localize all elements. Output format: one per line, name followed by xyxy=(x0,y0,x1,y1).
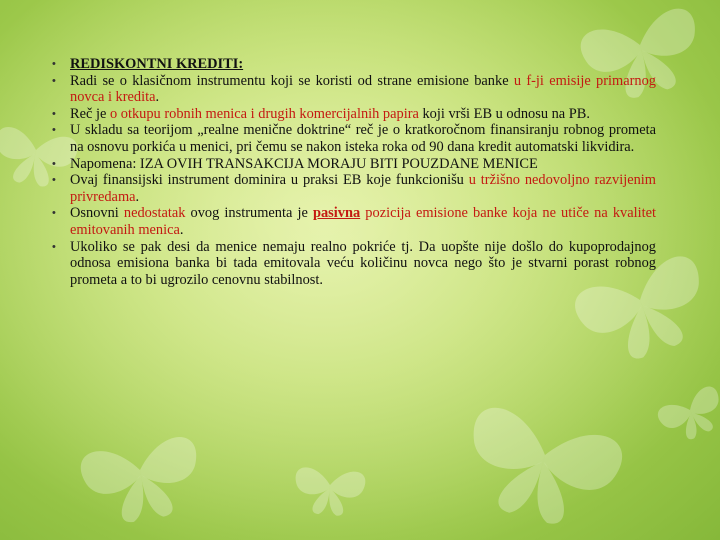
bullet-text xyxy=(70,56,243,72)
text-segment: u f-ji emisije primarnog novca i kredita xyxy=(70,72,657,106)
bullet-item xyxy=(52,156,656,173)
bullet-item xyxy=(52,73,656,106)
bullet-text xyxy=(70,73,656,106)
bullet-icon: • xyxy=(52,174,56,187)
text-segment: Ukoliko se pak desi da menice nemaju realno pokriće tj. Da uopšte nije došlo do kupoprodajnog odnosa emisiona banka bi tada emitovala veću količinu novca nego što je stvarni porast robnog prometa a to bi ugrozilo cenovnu stabilnost. xyxy=(70,238,656,288)
text-segment: Reč je xyxy=(70,105,110,122)
text-segment: U skladu sa teorijom „realne menične doktrine“ reč je o kratkoročnom finansiranju robnog prometa na osnovu porkića u menici, pri čemu se nakon isteka roka od 90 dana kredit automatski likvidira. xyxy=(70,122,656,155)
text-segment: . xyxy=(155,89,160,106)
text-segment: koji vrši EB u odnosu na PB. xyxy=(418,105,590,122)
text-segment: . xyxy=(135,188,140,205)
bullet-item xyxy=(52,172,656,205)
text-segment: Radi se o klasičnom instrumentu koji se koristi od strane emisione banke xyxy=(70,72,514,89)
bullet-list xyxy=(52,56,656,288)
bullet-icon: • xyxy=(52,124,56,137)
text-segment: o otkupu robnih menica i drugih komercijalnih papira xyxy=(109,105,419,122)
bullet-text xyxy=(70,122,656,155)
text-segment: Osnovni xyxy=(70,205,124,222)
text-segment: . xyxy=(179,221,184,238)
bullet-text xyxy=(70,172,656,205)
bullet-icon: • xyxy=(52,107,56,120)
text-segment: Napomena: IZA OVIH TRANSAKCIJA MORAJU BITI POUZDANE MENICE xyxy=(70,155,538,172)
bullet-text xyxy=(70,106,590,122)
bullet-icon: • xyxy=(52,157,56,170)
bullet-item xyxy=(52,122,656,155)
bullet-icon: • xyxy=(52,58,56,70)
text-segment: pasivna xyxy=(312,205,361,222)
bullet-icon: • xyxy=(52,240,56,253)
bullet-item xyxy=(52,106,656,123)
bullet-text xyxy=(70,205,656,238)
text-segment: REDISKONTNI KREDITI: xyxy=(70,56,244,72)
text-segment: nedostatak xyxy=(123,205,186,222)
bullet-item xyxy=(52,56,656,73)
bullet-text xyxy=(70,239,656,288)
text-segment: u tržišno nedovoljno razvijenim privredama xyxy=(70,172,656,205)
bullet-icon: • xyxy=(52,74,56,87)
bullet-icon: • xyxy=(52,207,56,220)
text-segment: ovog instrumenta je xyxy=(185,205,313,222)
text-segment: Ovaj finansijski instrument dominira u praksi EB koje funkcionišu xyxy=(70,172,469,189)
bullet-item xyxy=(52,239,656,289)
bullet-item xyxy=(52,205,656,238)
text-segment: pozicija emisione banke koja ne utiče na kvalitet emitovanih menica xyxy=(70,205,656,238)
bullet-text xyxy=(70,156,538,172)
